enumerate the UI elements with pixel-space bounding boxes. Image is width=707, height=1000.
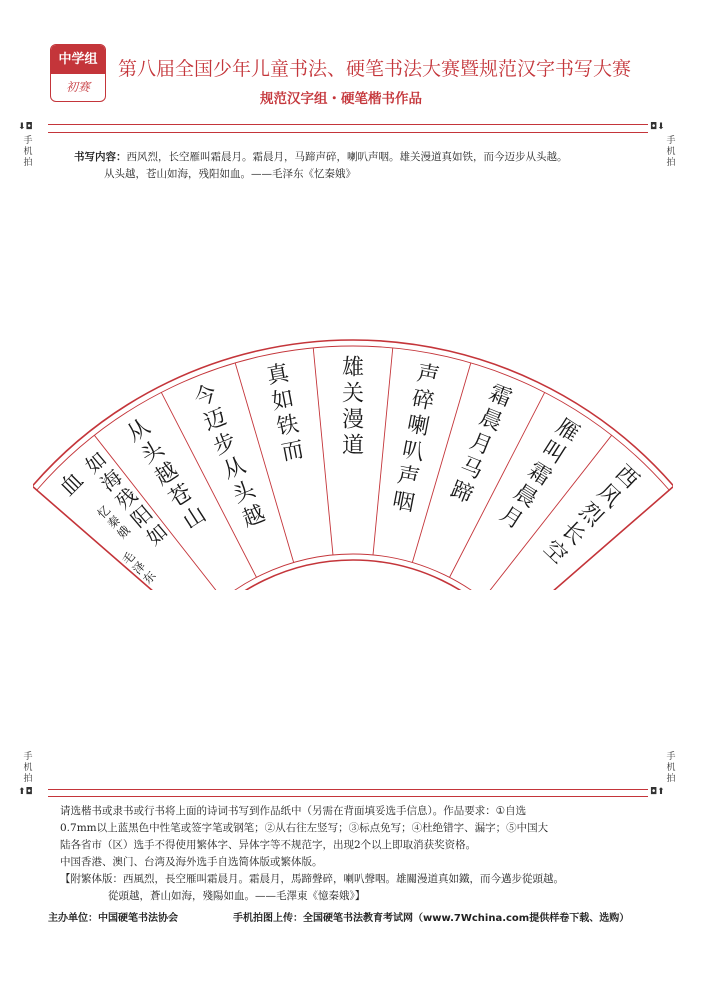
fan-character: 晨 [509,479,542,513]
camera-icon: ⬇◘ [18,122,33,132]
side-label-right-top: 手机拍 [666,136,676,168]
fan-character: 马 [456,452,487,485]
organizer: 主办单位：中国硬笔书法协会 [48,913,178,924]
side-label-right-bottom: 手机拍 [666,752,676,784]
fan-character: 忆 [94,502,114,522]
fan-character: 声 [414,360,442,390]
top-divider [48,124,648,125]
fan-character: 苍 [164,479,197,513]
fan-character: 碎 [409,386,437,415]
fan-rib [373,348,393,555]
req-line-6: 從頭越，蒼山如海，殘陽如血。——毛澤東《憶秦娥》】 [108,890,366,902]
fan-character: 头 [229,477,260,509]
fan-character: 毛 [119,549,138,568]
fan-character: 西 [609,460,644,494]
fan-character: 越 [239,501,269,533]
fan-character: 血 [55,467,89,502]
req-line-4: 中国香港、澳门、台湾及海外选手自选简体版或繁体版。 [60,856,323,868]
fan-character: 今 [190,380,221,413]
side-label-left-bottom: 手机拍 [23,752,33,784]
fan-character: 雄 [341,355,365,381]
fan-character: 叭 [400,437,427,466]
req-line-1: 请选楷书或隶书或行书将上面的诗词书写到作品纸中（另需在背面填妥选手信息）。作品要求：①自选 [60,805,527,817]
fan-character: 海 [95,464,127,497]
fan-character: 关 [341,381,365,407]
top-divider-thin [48,132,648,133]
page-subtitle: 规范汉字组・硬笔楷书作品 [260,91,422,107]
fan-character: 烈 [574,498,608,532]
fan-character: 风 [592,479,626,513]
badge-group-label: 中学组 [51,45,105,74]
fan-character: 东 [140,568,159,587]
fan-character: 长 [556,517,590,551]
fan-character: 月 [495,501,528,535]
fan-artwork [33,320,673,590]
fan-character: 娥 [114,523,133,542]
bottom-divider-thin [48,796,648,797]
fan-character: 秦 [104,512,124,532]
fan-character: 叫 [537,436,570,470]
fan-character: 道 [341,433,365,459]
fan-character: 如 [141,518,173,551]
fan-character: 山 [178,501,211,535]
fan-character: 晨 [475,404,506,437]
fan-character: 雁 [551,414,584,448]
req-line-3: 陆各省市（区）选手不得使用繁体字、异体字等不规范字，出现2个以上即取消获奖资格。 [60,839,477,851]
fan-character: 从 [219,452,250,485]
fan-character: 铁 [274,411,301,441]
camera-icon: ◘⬇ [650,122,665,132]
fan-character: 真 [264,360,292,390]
fan-character: 迈 [200,404,231,437]
fan-character: 月 [466,428,496,461]
fan-character: 漫 [341,407,365,433]
content-line-2: 从头越，苍山如海，残阳如血。——毛泽东《忆秦娥》 [104,168,356,180]
fan-character: 从 [122,414,155,448]
camera-icon: ◘⬆ [650,787,665,797]
badge-round-label: 初赛 [65,80,90,94]
group-badge [50,44,106,102]
fan-character: 越 [150,458,183,491]
camera-icon: ⬆◘ [18,787,33,797]
fan-character: 喇 [405,411,432,441]
fan-character: 如 [269,386,297,415]
fan-character: 头 [136,436,169,470]
writing-content [74,149,634,183]
fan-character: 空 [538,535,572,570]
content-label: 书写内容： [74,151,127,163]
upload-info: 手机拍图上传：全国硬笔书法教育考试网（www.7Wchina.com提供样卷下载、选购） [233,913,630,924]
req-line-5: 【附繁体版：西風烈，長空雁叫霜晨月。霜晨月，馬蹄聲碎，喇叭聲咽。雄關漫道真如鐵，而今邁步從頭越。 [60,873,564,885]
fan-rib [313,348,333,555]
fan-character: 咽 [390,488,417,517]
fan-character: 霜 [485,380,516,413]
fan-character: 霜 [523,458,556,491]
fan-character: 步 [210,428,240,461]
fan-character: 阳 [126,500,158,533]
content-line-1: 西风烈，长空雁叫霜晨月。霜晨月，马蹄声碎，喇叭声咽。雄关漫道真如铁，而今迈步从头越。 [126,151,568,163]
req-line-2: 0.7mm以上蓝黑色中性笔或签字笔或钢笔；②从右往左竖写；③标点免写；④杜绝错字、漏字；⑤中国大 [60,822,549,834]
fan-character: 如 [80,446,112,479]
fan-character: 残 [111,482,142,515]
fan-character: 声 [395,462,422,492]
fan-character: 蹄 [446,477,477,509]
side-label-left-top: 手机拍 [23,136,33,168]
bottom-divider [48,789,648,790]
fan-character: 而 [279,437,306,466]
requirements-text [60,803,650,905]
fan-character: 泽 [129,558,149,578]
page-title: 第八届全国少年儿童书法、硬笔书法大赛暨规范汉字书写大赛 [118,58,632,80]
